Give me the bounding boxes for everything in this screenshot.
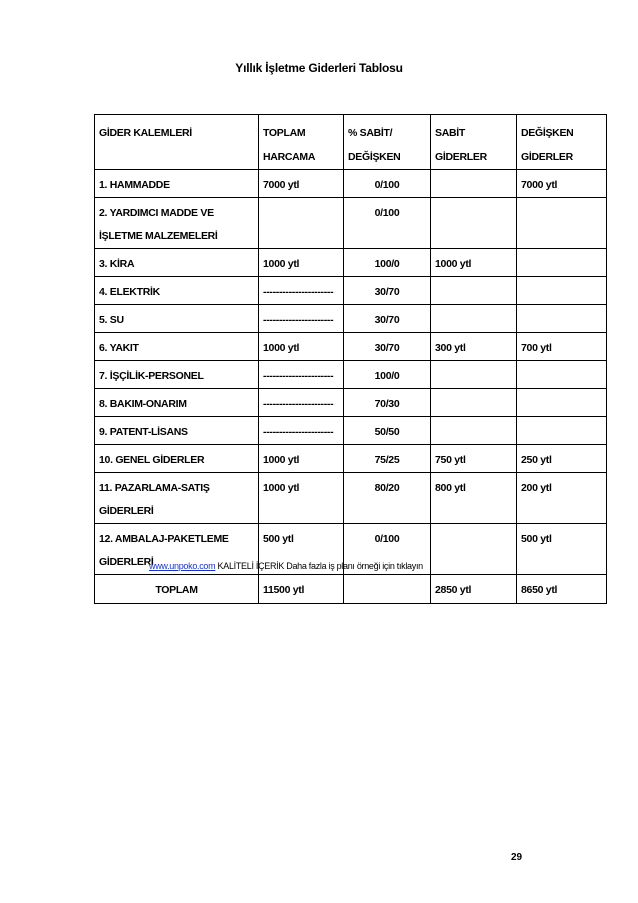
- total-cell: 7000 ytl: [259, 170, 344, 198]
- fixed-cell: [431, 524, 517, 575]
- item-cell: 7. İŞÇİLİK-PERSONEL: [95, 361, 259, 389]
- item-label-line1: 11. PAZARLAMA-SATIŞ: [99, 482, 210, 494]
- header-fixed-label-line2: GİDERLER: [435, 151, 487, 163]
- header-ratio-cell: [344, 115, 431, 170]
- ratio-cell: 75/25: [344, 445, 431, 473]
- footer-note: [149, 561, 423, 571]
- variable-cell: [517, 277, 607, 305]
- page-title: Yıllık İşletme Giderleri Tablosu: [235, 61, 403, 75]
- item-label-line1: 2. YARDIMCI MADDE VE: [99, 207, 214, 219]
- item-label-line2: GİDERLERİ: [99, 505, 154, 517]
- ratio-cell: 30/70: [344, 305, 431, 333]
- item-cell: 4. ELEKTRİK: [95, 277, 259, 305]
- variable-cell: [517, 417, 607, 445]
- table-row: [95, 389, 607, 417]
- ratio-cell: 0/100: [344, 170, 431, 198]
- table-row: [95, 277, 607, 305]
- variable-cell: 200 ytl: [517, 473, 607, 524]
- variable-cell: [517, 361, 607, 389]
- variable-cell: [517, 305, 607, 333]
- fixed-cell: [431, 361, 517, 389]
- footer-note-text: KALİTELİ İÇERİK Daha fazla iş planı örneği için tıklayın: [215, 561, 423, 571]
- variable-cell: 7000 ytl: [517, 170, 607, 198]
- table-header-row: [95, 115, 607, 170]
- totals-label: TOPLAM: [95, 575, 259, 604]
- fixed-cell: [431, 389, 517, 417]
- header-variable-cell: [517, 115, 607, 170]
- variable-cell: [517, 389, 607, 417]
- header-fixed-label-line1: SABİT: [435, 127, 466, 139]
- table-row: [95, 445, 607, 473]
- fixed-cell: [431, 417, 517, 445]
- table-row: [95, 473, 607, 524]
- header-ratio-label-line1: % SABİT/: [348, 127, 393, 139]
- table-row: [95, 170, 607, 198]
- item-cell: 6. YAKIT: [95, 333, 259, 361]
- header-fixed-cell: [431, 115, 517, 170]
- total-cell: ----------------------: [259, 417, 344, 445]
- totals-fixed-cell: 2850 ytl: [431, 575, 517, 604]
- header-item-cell: [95, 115, 259, 170]
- item-label-line1: 12. AMBALAJ-PAKETLEME: [99, 533, 229, 545]
- fixed-cell: 750 ytl: [431, 445, 517, 473]
- totals-row: [95, 575, 607, 604]
- table-row: [95, 417, 607, 445]
- total-cell: [259, 198, 344, 249]
- item-cell: 1. HAMMADDE: [95, 170, 259, 198]
- fixed-cell: [431, 277, 517, 305]
- ratio-cell: 0/100: [344, 524, 431, 575]
- fixed-cell: 1000 ytl: [431, 249, 517, 277]
- ratio-cell: 0/100: [344, 198, 431, 249]
- variable-cell: 700 ytl: [517, 333, 607, 361]
- variable-cell: 500 ytl: [517, 524, 607, 575]
- ratio-cell: 50/50: [344, 417, 431, 445]
- item-cell: [95, 198, 259, 249]
- variable-cell: [517, 198, 607, 249]
- fixed-cell: [431, 198, 517, 249]
- ratio-cell: 100/0: [344, 361, 431, 389]
- total-cell: ----------------------: [259, 305, 344, 333]
- table-row: [95, 249, 607, 277]
- fixed-cell: [431, 170, 517, 198]
- totals-variable-cell: 8650 ytl: [517, 575, 607, 604]
- total-cell: 1000 ytl: [259, 333, 344, 361]
- table-row: [95, 361, 607, 389]
- total-cell: ----------------------: [259, 361, 344, 389]
- header-total-label-line1: TOPLAM: [263, 127, 306, 139]
- total-cell: ----------------------: [259, 277, 344, 305]
- fixed-cell: 800 ytl: [431, 473, 517, 524]
- item-cell: 9. PATENT-LİSANS: [95, 417, 259, 445]
- fixed-cell: 300 ytl: [431, 333, 517, 361]
- totals-total-cell: 11500 ytl: [259, 575, 344, 604]
- total-cell: 500 ytl: [259, 524, 344, 575]
- table-row: [95, 333, 607, 361]
- ratio-cell: 30/70: [344, 277, 431, 305]
- expense-table: [94, 114, 607, 604]
- ratio-cell: 70/30: [344, 389, 431, 417]
- header-variable-label-line2: GİDERLER: [521, 151, 573, 163]
- table-row: [95, 305, 607, 333]
- item-cell: [95, 473, 259, 524]
- page-number: 29: [511, 852, 523, 863]
- item-cell: 3. KİRA: [95, 249, 259, 277]
- ratio-cell: 30/70: [344, 333, 431, 361]
- variable-cell: [517, 249, 607, 277]
- header-total-label-line2: HARCAMA: [263, 151, 316, 163]
- ratio-cell: 100/0: [344, 249, 431, 277]
- table-row: [95, 198, 607, 249]
- header-total-cell: [259, 115, 344, 170]
- variable-cell: 250 ytl: [517, 445, 607, 473]
- header-ratio-label-line2: DEĞİŞKEN: [348, 151, 401, 163]
- total-cell: 1000 ytl: [259, 445, 344, 473]
- item-label-line2: GİDERLERİ: [99, 556, 154, 568]
- header-variable-label-line1: DEĞİŞKEN: [521, 127, 574, 139]
- total-cell: 1000 ytl: [259, 249, 344, 277]
- item-cell: 5. SU: [95, 305, 259, 333]
- fixed-cell: [431, 305, 517, 333]
- total-cell: ----------------------: [259, 389, 344, 417]
- item-cell: 10. GENEL GİDERLER: [95, 445, 259, 473]
- header-item-label: GİDER KALEMLERİ: [99, 127, 192, 139]
- ratio-cell: 80/20: [344, 473, 431, 524]
- item-cell: 8. BAKIM-ONARIM: [95, 389, 259, 417]
- total-cell: 1000 ytl: [259, 473, 344, 524]
- item-label-line2: İŞLETME MALZEMELERİ: [99, 230, 218, 242]
- footer-link[interactable]: www.unpoko.com: [149, 561, 216, 571]
- totals-ratio-cell: [344, 575, 431, 604]
